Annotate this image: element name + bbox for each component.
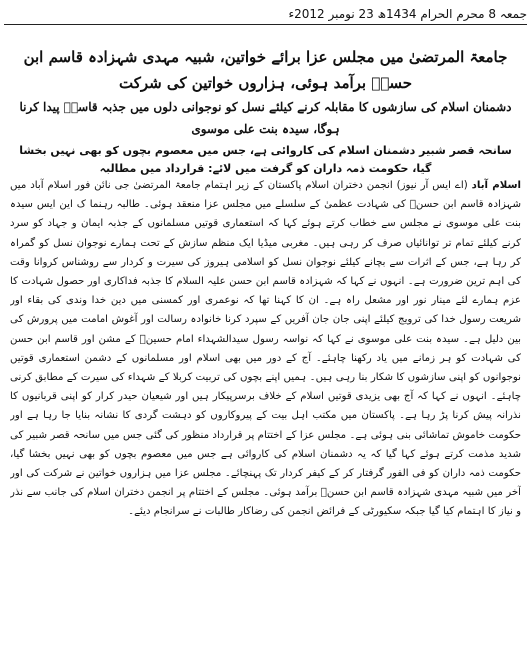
article-text: انجمن دختران اسلام پاکستان کے زیر اہتمام جامعۃ المرتضیٰ جی نائن فور اسلام آباد میں شہزادہ قاسم ابن حسنؑ کی شہادت عظمیٰ کے سلسلے میں مجلس عزا منعقد ہوئی۔ طالبہ رہنما ک این ایس سیدہ بنت علی موسوی نے مجلس سے خطاب کرتے ہوئے کہا کہ استعماری قوتیں مسلمانوں کے جذبہ ایمان و جہاد کو سرد کرنے کیلئے تمام تر توانائیاں صرف کر رہی ہیں۔ مغربی میڈیا ایک منظم سازش کے تحت ہمارے نوجوان نسل کو گمراہ کر رہا ہے، جس کے اثرات سے بچانے کیلئے نوجوان نسل کو اسلامی ہیروز کی سیرت و کردار سے روشناس کروانا وقت کی اہم ترین ضرورت ہے۔ انہوں نے کہا کہ شہزادہ قاسم ابن حسن علیہ السلام کا جذبہ فداکاری اور حصول شہادت کا عزم ہمارے لئے مینار نور اور مشعل راہ ہے۔ ان کا کہنا تھا کہ نوعمری اور کمسنی میں دین خدا وندی کی بقاء اور شریعت رسول خدا کی ترویج کیلئے اپنی جان جان آفریں کے سپرد کرنا خانوادہ رسالت اور آغوش امامت میں پرورش کی بین دلیل ہے۔ سیدہ بنت علی موسوی نے کہا کہ نواسہ رسول سیدالشہداء امام حسینؑ کے مشن اور قاسم ابن حسن کی شہادت کو ہر زمانے میں یاد رکھنا چاہئے۔ آج کے دور میں بھی اسلام اور مسلمانوں کے دشمن استعماری قوتیں نوجوانوں کو اپنی سازشوں کا شکار بنا رہی ہیں۔ ہمیں اپنے بچوں کی تربیت کربلا کے شہداء کی سیرت کے مطابق کرنی چاہئے۔ انہوں نے کہا کہ آج بھی یزیدی قوتیں اسلام کے خلاف برسرپیکار ہیں اور شیعیان حیدر کرار کو اپنی قربانیوں کا نذرانہ پیش کرنا پڑ رہا ہے۔ پاکستان میں مکتب اہل بیت کے پیروکاروں کو دہشت گردی کا نشانہ بنایا جا رہا ہے اور حکومت خاموش تماشائی بنی ہوئی ہے۔ مجلس عزا کے اختتام پر قرارداد منظور کی گئی جس میں سانحہ قصر شبیر کی شدید مذمت کرتے ہوئے کہا گیا کہ یہ دشمنان اسلام کی کاروائی ہے جس میں معصوم بچوں کو بھی نہیں بخشا گیا، حکومت ذمہ داران کو فی الفور گرفتار کر کے کیفر کردار تک پہنچائے۔ مجلس عزا میں ہزاروں خواتین نے شرکت کی اور آخر میں شبیہ مہدی شہزادہ قاسم ابن حسنؑ برآمد ہوئی۔ مجلس کے اختتام پر انجمن دختران اسلام کی جانب سے نذر و نیاز کا اہتمام کیا گیا جبکہ سکیورٹی کے فرائض انجمن کی رضاکار طالبات نے سرانجام دیئے۔ bbox=[10, 180, 521, 518]
highlight-line: سانحہ قصر شبیر دشمنان اسلام کی کاروائی ہے، جس میں معصوم بچوں کو بھی نہیں بخشا گیا، حکومت ذمہ داران کو گرفت میں لائے: قرارداد میں مطالبہ bbox=[19, 144, 512, 175]
article-body bbox=[10, 176, 521, 641]
headline: جامعۃ المرتضیٰ میں مجلس عزا برائے خواتین، شبیہ مہدی شہزادہ قاسم ابن حسنؑ برآمد ہوئی، ہزاروں خواتین کی شرکت bbox=[23, 48, 508, 92]
divider bbox=[4, 24, 527, 25]
dateline: جمعہ 8 محرم الحرام 1434ھ 23 نومبر 2012ء bbox=[288, 7, 527, 21]
news-agency: (اے ایس آر نیوز) bbox=[396, 180, 468, 191]
article-location: اسلام آباد bbox=[471, 180, 521, 191]
subheadline: دشمنان اسلام کی سازشوں کا مقابلہ کرنے کیلئے نسل کو نوجوانی دلوں میں جذبہ قاسمؑ پیدا کرنا ہوگا، سیدہ بنت علی موسوی bbox=[19, 100, 512, 136]
